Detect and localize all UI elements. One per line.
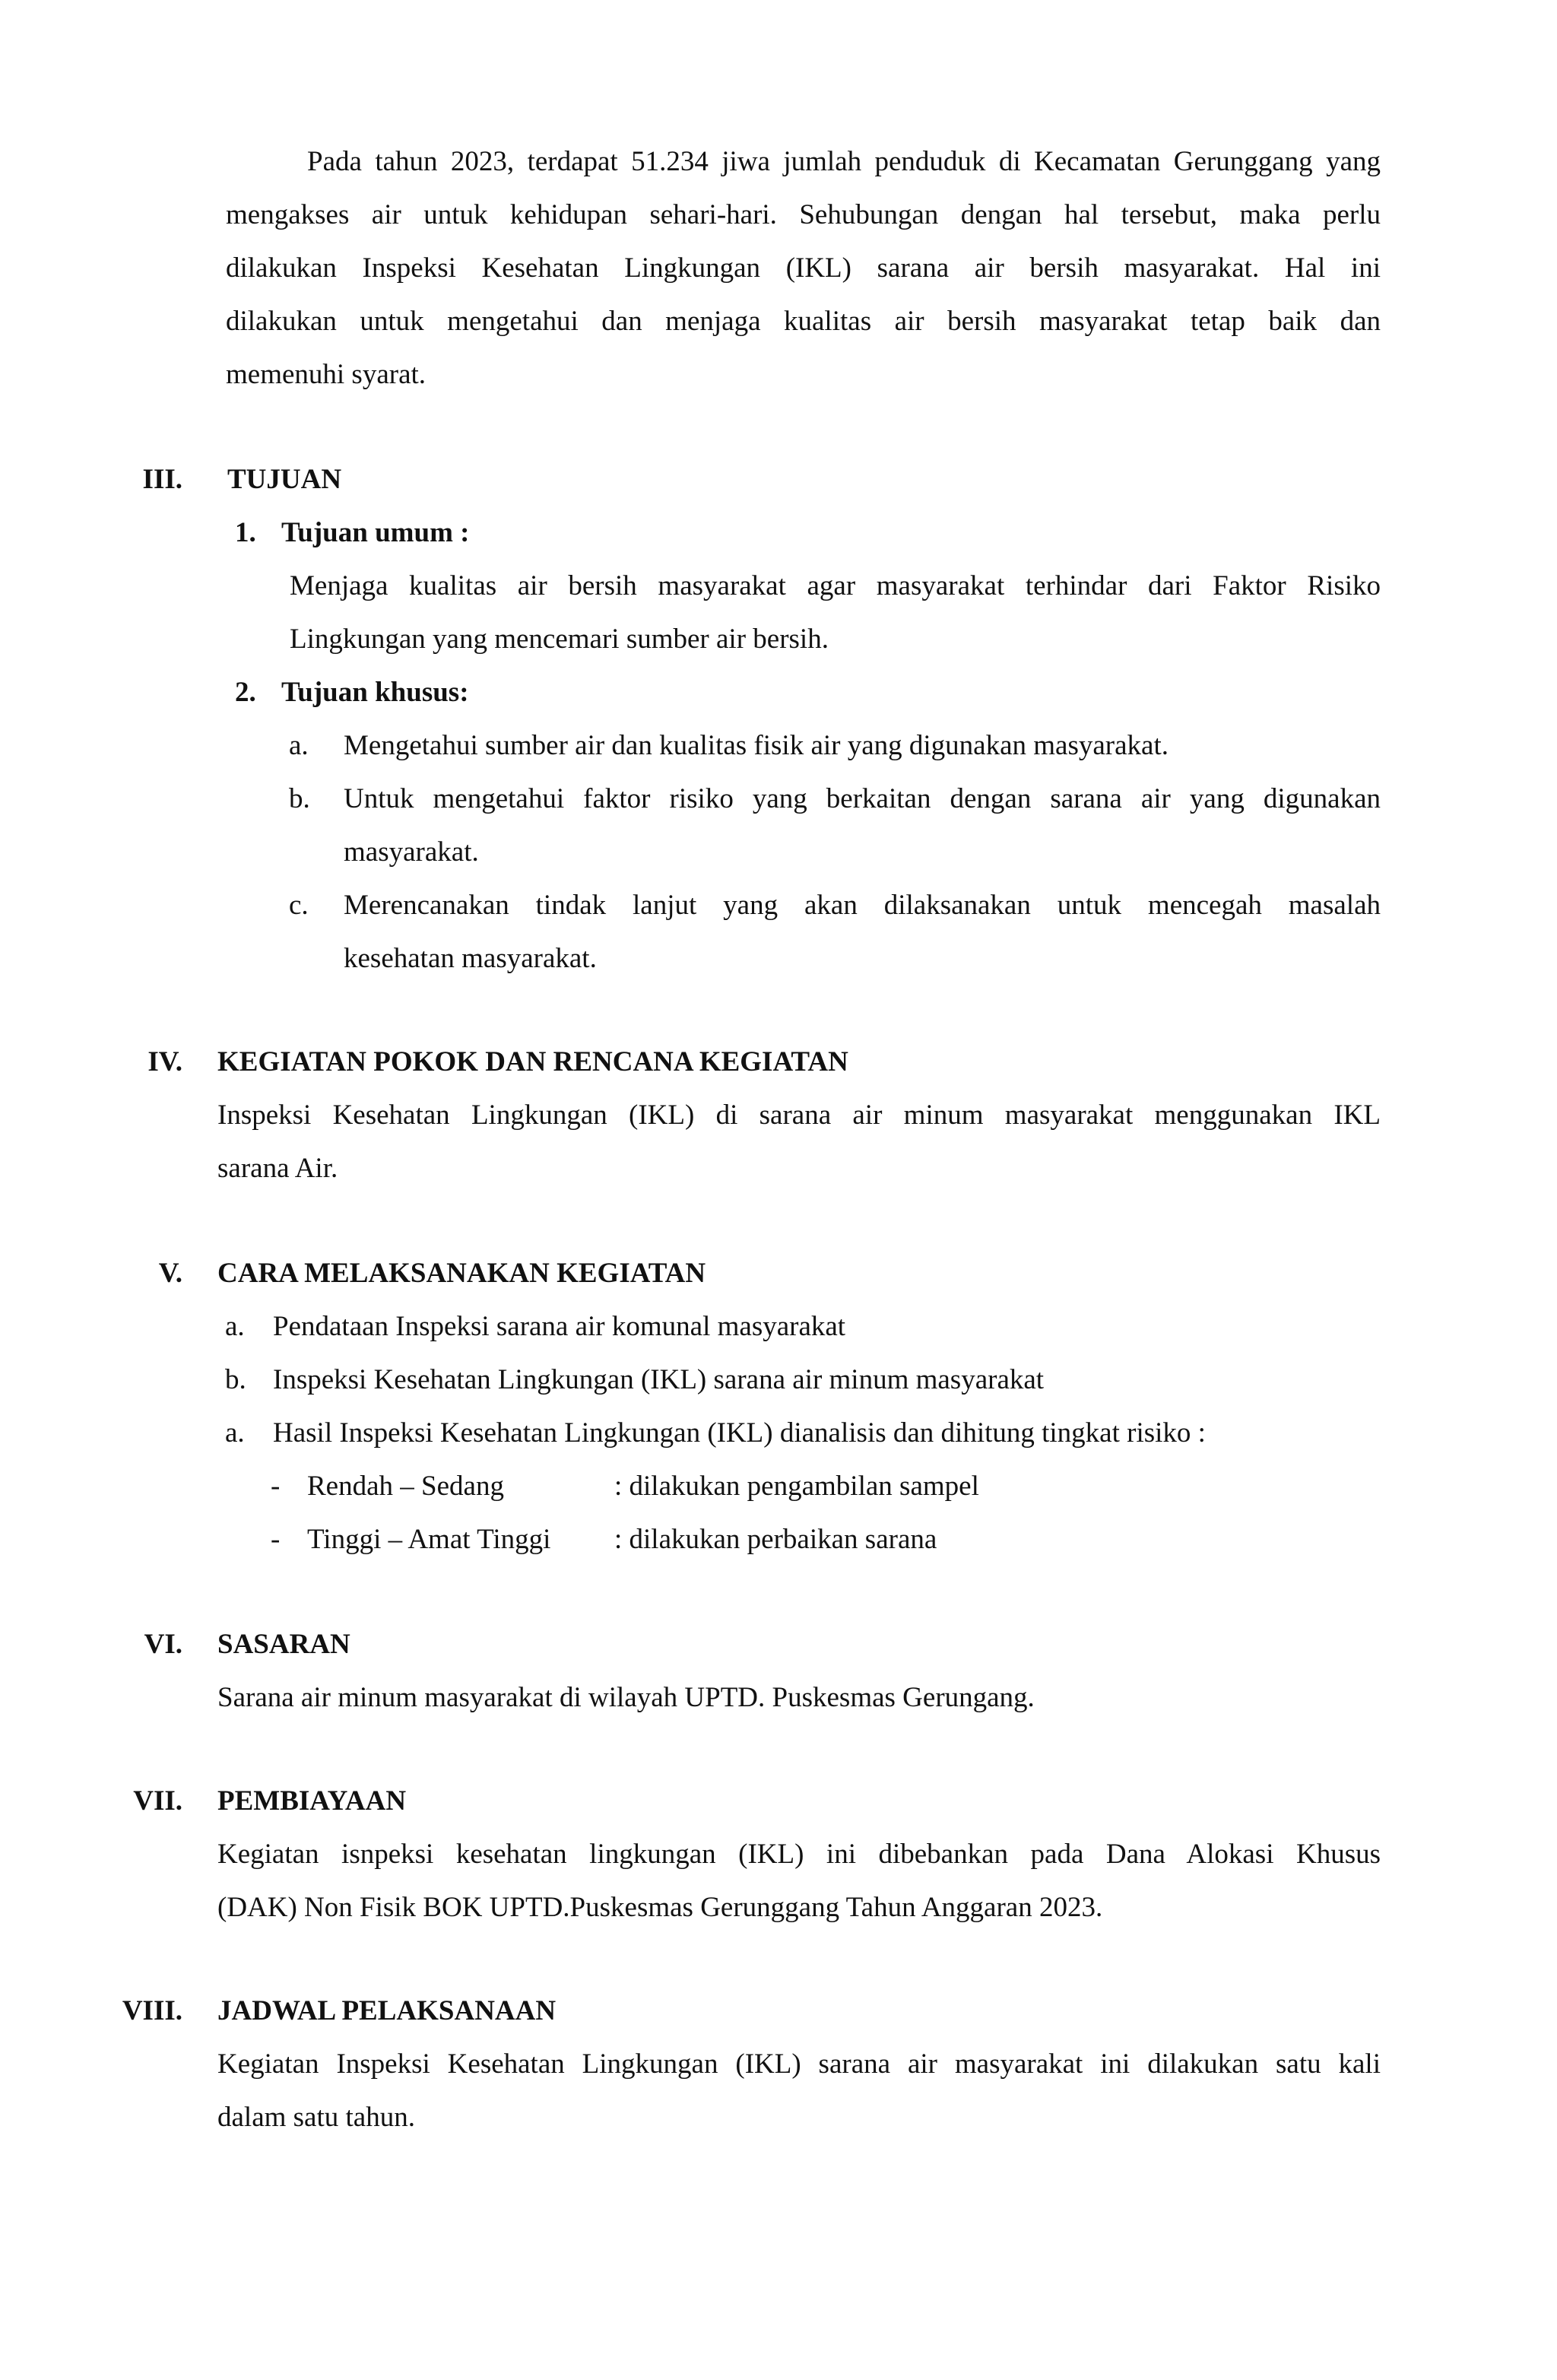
list-marker: a. bbox=[289, 730, 309, 761]
section-number: VIII. bbox=[122, 1995, 182, 2026]
section-number: VI. bbox=[144, 1629, 182, 1660]
list-item: Mengetahui sumber air dan kualitas fisik air yang digunakan masyarakat. bbox=[344, 730, 1169, 761]
section-title: KEGIATAN POKOK DAN RENCANA KEGIATAN bbox=[217, 1046, 848, 1077]
list-item: Pendataan Inspeksi sarana air komunal masyarakat bbox=[273, 1311, 846, 1342]
intro-line: dilakukan untuk mengetahui dan menjaga kualitas air bersih masyarakat tetap baik dan bbox=[226, 306, 1381, 337]
subsection-number: 2. bbox=[235, 677, 256, 708]
risk-dash: - bbox=[271, 1471, 281, 1502]
body-line: (DAK) Non Fisik BOK UPTD.Puskesmas Gerunggang Tahun Anggaran 2023. bbox=[217, 1892, 1103, 1923]
list-marker: b. bbox=[225, 1364, 246, 1395]
body-line: Menjaga kualitas air bersih masyarakat agar masyarakat terhindar dari Faktor Risiko bbox=[290, 570, 1381, 601]
risk-action: : dilakukan perbaikan sarana bbox=[614, 1524, 937, 1555]
risk-action: : dilakukan pengambilan sampel bbox=[614, 1471, 979, 1502]
list-item: Hasil Inspeksi Kesehatan Lingkungan (IKL) dianalisis dan dihitung tingkat risiko : bbox=[273, 1417, 1206, 1449]
risk-dash: - bbox=[271, 1524, 281, 1555]
section-title: SASARAN bbox=[217, 1629, 350, 1660]
body-line: sarana Air. bbox=[217, 1153, 338, 1184]
body-line: Kegiatan isnpeksi kesehatan lingkungan (IKL) ini dibebankan pada Dana Alokasi Khusus bbox=[217, 1839, 1381, 1870]
section-title: TUJUAN bbox=[227, 464, 342, 495]
subsection-title: Tujuan umum : bbox=[281, 517, 470, 548]
list-marker: c. bbox=[289, 890, 309, 921]
intro-line: Pada tahun 2023, terdapat 51.234 jiwa jumlah penduduk di Kecamatan Gerunggang yang bbox=[307, 146, 1381, 177]
section-number: IV. bbox=[147, 1046, 182, 1077]
section-title: CARA MELAKSANAKAN KEGIATAN bbox=[217, 1258, 706, 1289]
section-number: III. bbox=[142, 464, 182, 495]
body-line: Kegiatan Inspeksi Kesehatan Lingkungan (IKL) sarana air masyarakat ini dilakukan satu kali bbox=[217, 2048, 1381, 2080]
list-item: Merencanakan tindak lanjut yang akan dilaksanakan untuk mencegah masalah bbox=[344, 890, 1381, 921]
subsection-number: 1. bbox=[235, 517, 256, 548]
list-item: Inspeksi Kesehatan Lingkungan (IKL) sarana air minum masyarakat bbox=[273, 1364, 1045, 1395]
list-item: Untuk mengetahui faktor risiko yang berkaitan dengan sarana air yang digunakan bbox=[344, 783, 1381, 814]
section-number: VII. bbox=[133, 1785, 182, 1817]
body-line: Lingkungan yang mencemari sumber air bersih. bbox=[290, 624, 829, 655]
list-item: masyarakat. bbox=[344, 836, 479, 868]
intro-line: memenuhi syarat. bbox=[226, 359, 427, 390]
risk-level: Tinggi – Amat Tinggi bbox=[307, 1524, 551, 1555]
body-line: Inspeksi Kesehatan Lingkungan (IKL) di sarana air minum masyarakat menggunakan IKL bbox=[217, 1100, 1381, 1131]
body-line: Sarana air minum masyarakat di wilayah UPTD. Puskesmas Gerungang. bbox=[217, 1682, 1035, 1713]
intro-line: mengakses air untuk kehidupan sehari-hari. Sehubungan dengan hal tersebut, maka perlu bbox=[226, 199, 1381, 230]
body-line: dalam satu tahun. bbox=[217, 2102, 415, 2133]
section-title: PEMBIAYAAN bbox=[217, 1785, 407, 1817]
list-item: kesehatan masyarakat. bbox=[344, 943, 597, 974]
section-title: JADWAL PELAKSANAAN bbox=[217, 1995, 557, 2026]
list-marker: a. bbox=[225, 1311, 245, 1342]
list-marker: a. bbox=[225, 1417, 245, 1449]
subsection-title: Tujuan khusus: bbox=[281, 677, 469, 708]
risk-level: Rendah – Sedang bbox=[307, 1471, 504, 1502]
intro-line: dilakukan Inspeksi Kesehatan Lingkungan (IKL) sarana air bersih masyarakat. Hal ini bbox=[226, 252, 1381, 284]
list-marker: b. bbox=[289, 783, 310, 814]
section-number: V. bbox=[158, 1258, 182, 1289]
